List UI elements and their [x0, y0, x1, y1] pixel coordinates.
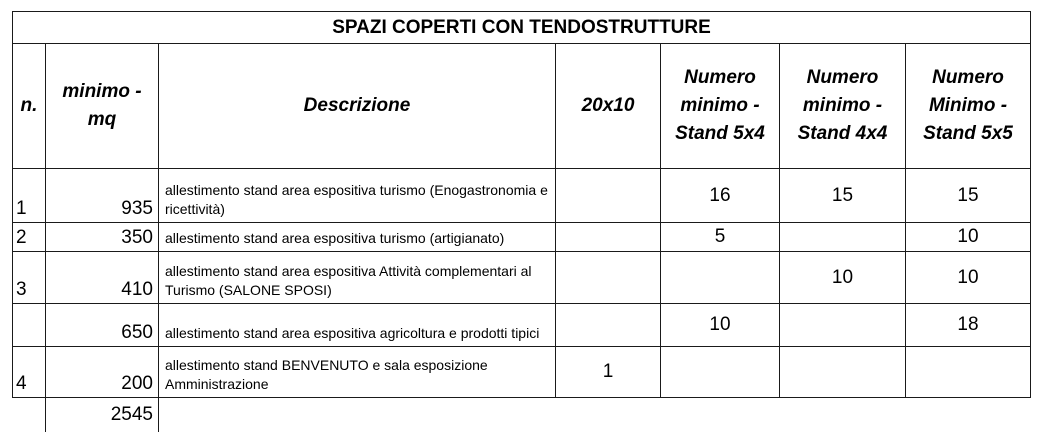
table-row: [13, 252, 1031, 304]
row-descrizione: allestimento stand area espositiva turismo (artigianato): [159, 223, 556, 252]
row-minimo-mq: 410: [46, 252, 159, 304]
row-number: 3: [13, 252, 46, 304]
row-20x10: [556, 223, 661, 252]
total-minimo-mq: 2545: [46, 398, 159, 433]
table-row: [13, 223, 1031, 252]
row-stand-5x5: 10: [906, 252, 1031, 304]
row-20x10: [556, 169, 661, 223]
header-minimo-mq: minimo - mq: [46, 44, 159, 169]
row-minimo-mq: 935: [46, 169, 159, 223]
row-number: 2: [13, 223, 46, 252]
row-descrizione: allestimento stand BENVENUTO e sala esposizione Amministrazione: [159, 347, 556, 398]
row-stand-5x4: 16: [661, 169, 780, 223]
row-stand-5x5: 18: [906, 304, 1031, 347]
row-stand-4x4: [780, 223, 906, 252]
row-descrizione: allestimento stand area espositiva Attività complementari al Turismo (SALONE SPOSI): [159, 252, 556, 304]
header-20x10: 20x10: [556, 44, 661, 169]
row-stand-5x4: 5: [661, 223, 780, 252]
row-stand-5x4: 10: [661, 304, 780, 347]
spazi-coperti-table: [12, 11, 1031, 432]
row-stand-4x4: 15: [780, 169, 906, 223]
header-stand-5x5: Numero Minimo - Stand 5x5: [906, 44, 1031, 169]
row-number: [13, 304, 46, 347]
row-number: 1: [13, 169, 46, 223]
row-minimo-mq: 350: [46, 223, 159, 252]
row-stand-4x4: [780, 347, 906, 398]
header-n: n.: [13, 44, 46, 169]
row-stand-5x4: [661, 252, 780, 304]
row-stand-5x4: [661, 347, 780, 398]
row-stand-5x5: 15: [906, 169, 1031, 223]
row-20x10: 1: [556, 347, 661, 398]
table-row: [13, 304, 1031, 347]
row-stand-4x4: 10: [780, 252, 906, 304]
row-descrizione: allestimento stand area espositiva turismo (Enogastronomia e ricettività): [159, 169, 556, 223]
row-20x10: [556, 252, 661, 304]
row-stand-5x5: 10: [906, 223, 1031, 252]
row-20x10: [556, 304, 661, 347]
row-stand-4x4: [780, 304, 906, 347]
table-row: [13, 169, 1031, 223]
total-row: [13, 398, 1031, 433]
row-minimo-mq: 200: [46, 347, 159, 398]
row-stand-5x5: [906, 347, 1031, 398]
table-row: [13, 347, 1031, 398]
row-descrizione: allestimento stand area espositiva agricoltura e prodotti tipici: [159, 304, 556, 347]
row-number: 4: [13, 347, 46, 398]
row-minimo-mq: 650: [46, 304, 159, 347]
header-stand-5x4: Numero minimo - Stand 5x4: [661, 44, 780, 169]
header-descrizione: Descrizione: [159, 44, 556, 169]
table-title: SPAZI COPERTI CON TENDOSTRUTTURE: [13, 12, 1031, 44]
header-stand-4x4: Numero minimo - Stand 4x4: [780, 44, 906, 169]
total-spacer: [13, 398, 46, 433]
